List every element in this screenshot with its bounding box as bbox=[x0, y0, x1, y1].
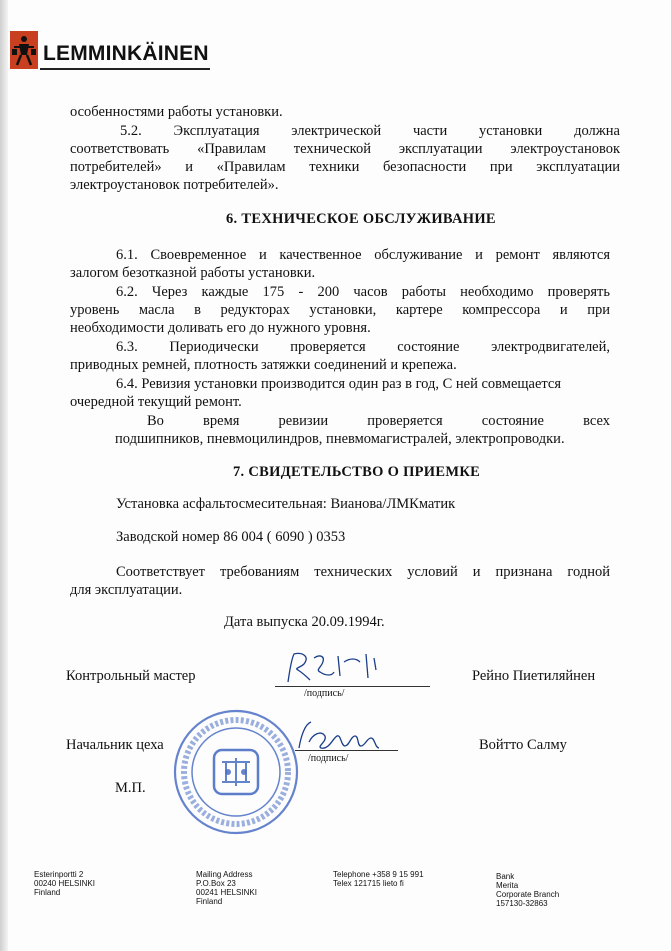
paragraph-revision-line2: подшипников, пневмоцилиндров, пневмомагистралей, электропроводки. bbox=[115, 431, 565, 447]
paragraph-5-2-line1: 5.2. Эксплуатация электрической части установки должна bbox=[120, 123, 620, 139]
paragraph-6-3-line2: приводных ремней, плотность затяжки соединений и крепежа. bbox=[70, 357, 457, 373]
company-logo bbox=[10, 28, 220, 74]
scan-edge bbox=[0, 0, 8, 951]
signature-role-2: Начальник цеха bbox=[66, 737, 164, 753]
footer-address bbox=[34, 870, 95, 897]
logo-underline bbox=[40, 68, 210, 70]
footer-mailing-line: Finland bbox=[196, 897, 223, 906]
paragraph-6-2-line2: уровень масла в редукторах установки, картере компрессора и при bbox=[70, 302, 610, 318]
signatory-name-2: Войтто Салму bbox=[479, 737, 567, 753]
footer-contact-line: Telephone +358 9 15 991 bbox=[333, 870, 424, 879]
footer-bank-line: Bank bbox=[496, 872, 515, 881]
logo-emblem-icon bbox=[10, 31, 38, 69]
paragraph-6-2-line3: необходимости доливать его до нужного уровня. bbox=[70, 320, 371, 336]
footer-mailing-line: 00241 HELSINKI bbox=[196, 888, 257, 897]
conformity-line2: для эксплуатации. bbox=[70, 582, 183, 598]
paragraph-6-3-line1: 6.3. Периодически проверяется состояние электродвигателей, bbox=[116, 339, 610, 355]
paragraph-5-2-line3: потребителей» и «Правилам техники безопасности при эксплуатации bbox=[70, 159, 620, 175]
paragraph-6-2-line1: 6.2. Через каждые 175 - 200 часов работы необходимо проверять bbox=[116, 284, 610, 300]
footer-bank-line: 157130-32863 bbox=[496, 899, 548, 908]
section-7-heading: 7. СВИДЕТЕЛЬСТВО О ПРИЕМКЕ bbox=[233, 464, 481, 480]
logo-text: LEMMINKÄINEN bbox=[43, 42, 209, 65]
serial-number-line: Заводской номер 86 004 ( 6090 ) 0353 bbox=[116, 529, 346, 545]
handwritten-signature-2 bbox=[295, 718, 405, 754]
signature-caption-2: /подпись/ bbox=[308, 753, 349, 764]
signatory-name-1: Рейно Пиетиляйнен bbox=[472, 668, 596, 684]
paragraph-5-2-line2: соответствовать «Правилам технической эксплуатации электроустановок bbox=[70, 141, 620, 157]
footer-bank-line: Corporate Branch bbox=[496, 890, 560, 899]
official-stamp-seal bbox=[172, 708, 300, 836]
paragraph-6-4-line1: 6.4. Ревизия установки производится один раз в год, С ней совмещается bbox=[116, 376, 562, 392]
signature-line-1 bbox=[275, 686, 430, 687]
section-6-heading: 6. ТЕХНИЧЕСКОЕ ОБСЛУЖИВАНИЕ bbox=[226, 211, 496, 227]
paragraph-top: особенностями работы установки. bbox=[70, 104, 283, 120]
paragraph-5-2-line4: электроустановок потребителей». bbox=[70, 177, 279, 193]
conformity-line1: Соответствует требованиям технических условий и признана годной bbox=[116, 564, 610, 580]
footer-contact-line: Telex 121715 lieto fi bbox=[333, 879, 404, 888]
footer-mailing-address bbox=[196, 870, 257, 906]
footer-mailing-line: Mailing Address bbox=[196, 870, 253, 879]
paragraph-6-1-line1: 6.1. Своевременное и качественное обслуживание и ремонт являются bbox=[116, 247, 610, 263]
signature-line-2 bbox=[295, 750, 398, 751]
footer-bank bbox=[496, 872, 559, 908]
issue-date: Дата выпуска 20.09.1994г. bbox=[224, 614, 385, 630]
footer-mailing-line: P.O.Box 23 bbox=[196, 879, 236, 888]
handwritten-signature-1 bbox=[280, 648, 400, 690]
installation-line: Установка асфальтосмесительная: Вианова/ЛМКматик bbox=[116, 496, 456, 512]
signature-caption-1: /подпись/ bbox=[304, 688, 345, 699]
signature-role-1: Контрольный мастер bbox=[66, 668, 196, 684]
paragraph-6-1-line2: залогом безотказной работы установки. bbox=[70, 265, 316, 281]
paragraph-revision-line1: Во время ревизии проверяется состояние всех bbox=[147, 413, 610, 429]
footer-bank-line: Merita bbox=[496, 881, 519, 890]
seal-place-label: М.П. bbox=[115, 780, 146, 796]
footer-address-line: Finland bbox=[34, 888, 61, 897]
footer-address-line: 00240 HELSINKI bbox=[34, 879, 95, 888]
footer-address-line: Esterinportti 2 bbox=[34, 870, 84, 879]
footer-contacts bbox=[333, 870, 424, 888]
paragraph-6-4-line2: очередной текущий ремонт. bbox=[70, 394, 242, 410]
